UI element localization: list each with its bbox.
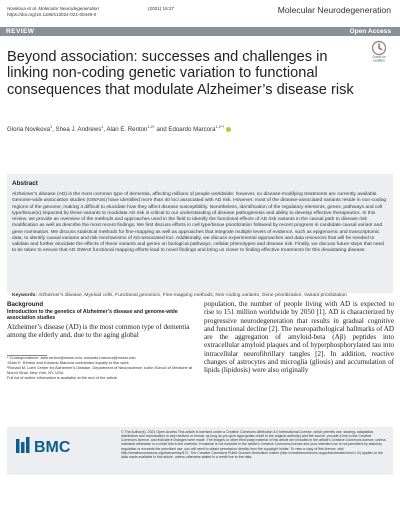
author-name[interactable]: , Alan E. Renton <box>103 126 148 134</box>
footnotes <box>7 356 193 381</box>
subsection-heading: Introduction to the genetics of Alzheimer’s disease and genome-wide association studies <box>7 309 178 322</box>
author-name[interactable]: Gloria Novikova <box>7 126 51 134</box>
author-info-note: Full list of author information is available at the end of the article <box>7 374 117 380</box>
running-citation <box>7 6 99 18</box>
section-heading: Background <box>7 301 44 308</box>
author-affiliation: 1 <box>101 125 104 129</box>
doi-link[interactable]: https://doi.org/10.1186/s13024-021-00449-0 <box>7 12 97 17</box>
check-for-updates-icon[interactable] <box>368 40 390 62</box>
author-affiliation: 1,2† <box>147 125 155 129</box>
journal-name: Molecular Neurodegeneration <box>277 5 391 15</box>
bmc-logo-icon <box>16 436 82 456</box>
license-text: © The Author(s). 2021 Open Access This article is licensed under a Creative Commons Attribution 4.0 International License, which permits use, sharing, adaptation, distribution and reproduction in any medium or format, as long as you give appropriate credit to the original author(s) and the source, provide a link to the Creative Commons licence, and indicate if changes were made. The images or other third party material in this article are included in the article’s Creative Commons licence, unless indicated otherwise in a credit line to the material. If material is not included in the article’s Creative Commons licence and your intended use is not permitted by statutory regulation or exceeds the permitted use, you will need to obtain permission directly from the copyright holder. To view a copy of this licence, visit http://creativecommons.org/licenses/by/4.0/. The Creative Commons Public Domain Dedication waiver (http://creativecommons.org/publicdomain/zero/1.0/) applies to the data made available in this article, unless otherwise stated in a credit line to the data. <box>121 430 386 459</box>
author-affiliation: 1 <box>50 125 53 129</box>
check-line1: Check for <box>372 55 386 59</box>
keywords-label: Keywords: <box>12 293 38 298</box>
body-text-left: Alzheimer’s disease (AD) is the most common type of dementia among the elderly and, due to the aging global <box>7 322 190 340</box>
equal-contribution-note: †Alan E. Renton and Edoardo Marcora contributed equally to this work. <box>7 359 130 365</box>
author-name[interactable]: , Shea J. Andrews <box>52 126 102 134</box>
abstract-text: Alzheimer’s disease (AD) is the most common type of dementia, affecting millions of people worldwide; however, no disease-modifying treatments are currently available. Genome-wide association studies (GWASs) have identified more than 40 loci associated with AD risk. However, most of the disease-associated variants reside in non-coding regions of the genome, making it difficult to elucidate how they affect disease susceptibility. Nonetheless, identification of the regulatory elements, genes, pathways and cell type/tissue(s) impacted by these variants to modulate AD risk is critical to our understanding of disease pathogenesis and ability to develop effective therapeutics. In this review, we provide an overview of the methods and approaches used in the field to identify the functional effects of AD risk variants in the causal path to disease risk modification as well as describe the most recent findings. We first discuss efforts in cell type/tissue prioritization followed by recent progress in candidate causal variant and gene nomination. We discuss statistical methods for fine-mapping as well as approaches that integrate multiple levels of evidence, such as epigenomic and transcriptomic data, to identify causal variants and risk mechanisms of AD-associated loci. Additionally, we discuss experimental approaches and data resources that will be needed to validate and further elucidate the effects of these variants and genes on biological pathways, cellular phenotypes and disease risk. Finally, we discuss future steps that need to be taken to ensure that AD GWAS functional mapping efforts lead to novel findings and bring us closer to finding effective treatments for this devastating disease. <box>12 192 387 254</box>
article-type-band <box>0 27 400 36</box>
year-volume: (2021) 16:27 <box>148 6 175 11</box>
open-access-label: Open Access <box>349 28 391 35</box>
author-name[interactable]: and Edoardo Marcora <box>154 126 216 134</box>
abstract-heading: Abstract <box>12 180 38 187</box>
correspondence-note[interactable]: * Correspondence: alan.renton@mssm.edu; edoardo.marcora@mssm.edu <box>7 355 136 360</box>
author-affiliation: 1,2*† <box>215 125 225 129</box>
right-column <box>204 300 394 375</box>
citation-text: Novikova et al. Molecular Neurodegeneration <box>7 6 99 11</box>
article-type-label: REVIEW <box>6 28 35 35</box>
orcid-icon[interactable] <box>226 127 231 132</box>
check-line2: updates <box>373 58 385 62</box>
author-list <box>7 125 231 133</box>
bmc-logo-text: BMC <box>34 439 71 456</box>
article-title: Beyond association: successes and challenges in linking non-coding genetic variation to functional consequences that modulate Alzheimer’s disease risk <box>7 49 354 98</box>
keywords-list: Alzheimer’s disease, Myeloid cells, Functional genomics, Fine-mapping methods, Non-coding variants, Gene prioritization, Variant prioritization <box>38 293 347 298</box>
body-text-right: population, the number of people living with AD is expected to rise to 151 million worldwide by 2050 [1]. AD is characterized by progressive neurodegeneration that results in gradual cognitive and functional decline [2]. The neuropathological hallmarks of AD are the aggregation of amyloid-beta (Aβ) peptides into extracellular amyloid plaques and of hyperphosphorylated tau into intracellular neurofibrillary tangles [2]. In addition, reactive changes of astrocytes and microglia (gliosis) and accumulation of lipids (lipidosis) were also originally <box>204 300 394 375</box>
keywords <box>12 293 389 299</box>
affiliation-note: ¹Ronald M. Loeb Center for Alzheimer’s Disease, Department of Neuroscience, Icahn School of Medicine at Mount Sinai, New York, NY, USA <box>7 364 192 375</box>
left-column <box>7 301 193 339</box>
